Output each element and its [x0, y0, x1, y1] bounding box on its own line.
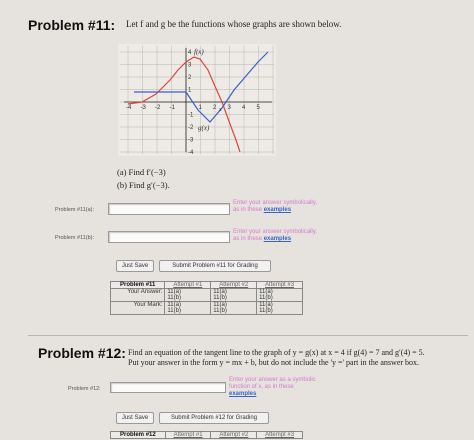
examples-link-11b[interactable]: examples: [263, 236, 292, 242]
problem-11-heading: Problem #11:: [28, 17, 116, 33]
just-save-button-11[interactable]: Just Save: [116, 260, 154, 272]
y-tick-label: -3: [188, 137, 194, 144]
table-header: Attempt #3: [257, 432, 303, 439]
table-cell: 11(a) 11(b): [211, 289, 257, 302]
y-tick-label: 2: [188, 75, 192, 81]
attempts-table-11: [110, 281, 303, 315]
answer-12-label: Problem #12:: [68, 386, 101, 392]
problem-12-line2: Put your answer in the form y = mx + b, but do not include the 'y =' part in the answer box.: [128, 358, 420, 367]
y-tick-label: -4: [188, 150, 194, 156]
answer-11b-hint: Enter your answer symbolically, as in these examples: [233, 229, 317, 242]
table-header: Attempt #2: [211, 432, 257, 439]
problem-divider: [28, 335, 468, 336]
examples-link-11a[interactable]: examples: [263, 207, 292, 213]
table-header: Attempt #1: [165, 282, 211, 289]
table-cell: 11(a) 11(b): [165, 289, 211, 302]
x-tick-label: -3: [140, 105, 146, 111]
y-tick-label: 1: [188, 87, 192, 94]
y-tick-label: 4: [188, 50, 192, 56]
y-tick-label: -1: [188, 112, 194, 119]
part-b-text: (b) Find g′(−3).: [117, 180, 170, 190]
examples-link-12[interactable]: examples: [229, 391, 257, 397]
table-cell: 11(a) 11(b): [165, 302, 211, 315]
x-tick-label: 5: [256, 105, 260, 111]
problem-12-heading: Problem #12:: [38, 345, 126, 361]
table-header: Problem #11: [111, 282, 165, 289]
part-a-text: (a) Find f′(−3): [117, 167, 166, 177]
row-label: Your Answer:: [111, 289, 165, 302]
function-graph: [118, 44, 276, 156]
x-tick-label: -1: [169, 105, 175, 111]
row-label: Your Mark:: [111, 302, 165, 315]
answer-11b-label: Problem #11(b):: [55, 235, 95, 241]
just-save-button-12[interactable]: Just Save: [116, 412, 154, 424]
table-cell: 11(a) 11(b): [257, 302, 303, 315]
g-label: g(x): [198, 124, 210, 132]
x-tick-label: -2: [155, 105, 161, 111]
x-tick-label: 3: [227, 105, 231, 111]
answer-12-hint: Enter your answer as a symbolic function of x, as in these examples: [229, 377, 316, 397]
table-cell: 11(a) 11(b): [257, 289, 303, 302]
table-header: Attempt #1: [165, 432, 211, 439]
x-tick-label: -4: [126, 105, 132, 111]
answer-11a-hint: Enter your answer symbolically, as in these examples: [233, 200, 317, 213]
problem-11-description: Let f and g be the functions whose graphs are shown below.: [126, 19, 342, 29]
y-tick-label: 3: [188, 62, 192, 69]
answer-12-input[interactable]: [110, 382, 226, 393]
answer-11a-input[interactable]: [108, 203, 230, 215]
table-row: [111, 302, 303, 315]
table-cell: 11(a) 11(b): [211, 302, 257, 315]
problem-12-line1: Find an equation of the tangent line to the graph of y = g(x) at x = 4 if g(4) = 7 and g′(4) = 5.: [128, 348, 425, 357]
x-tick-label: 4: [242, 105, 246, 111]
submit-button-11[interactable]: Submit Problem #11 for Grading: [159, 260, 271, 272]
x-tick-label: 2: [213, 105, 217, 111]
table-row: [111, 289, 303, 302]
answer-11b-input[interactable]: [108, 231, 230, 243]
y-tick-label: -2: [188, 125, 194, 131]
table-header: Attempt #2: [211, 282, 257, 289]
x-axis-label: x: [219, 107, 222, 113]
f-label: f(x): [194, 48, 204, 56]
x-tick-label: 1: [198, 105, 202, 111]
table-header: Attempt #3: [257, 282, 303, 289]
attempts-table-12: [110, 431, 303, 439]
table-header: Problem #12: [111, 432, 166, 439]
answer-11a-label: Problem #11(a):: [55, 207, 95, 213]
submit-button-12[interactable]: Submit Problem #12 for Grading: [159, 412, 269, 424]
